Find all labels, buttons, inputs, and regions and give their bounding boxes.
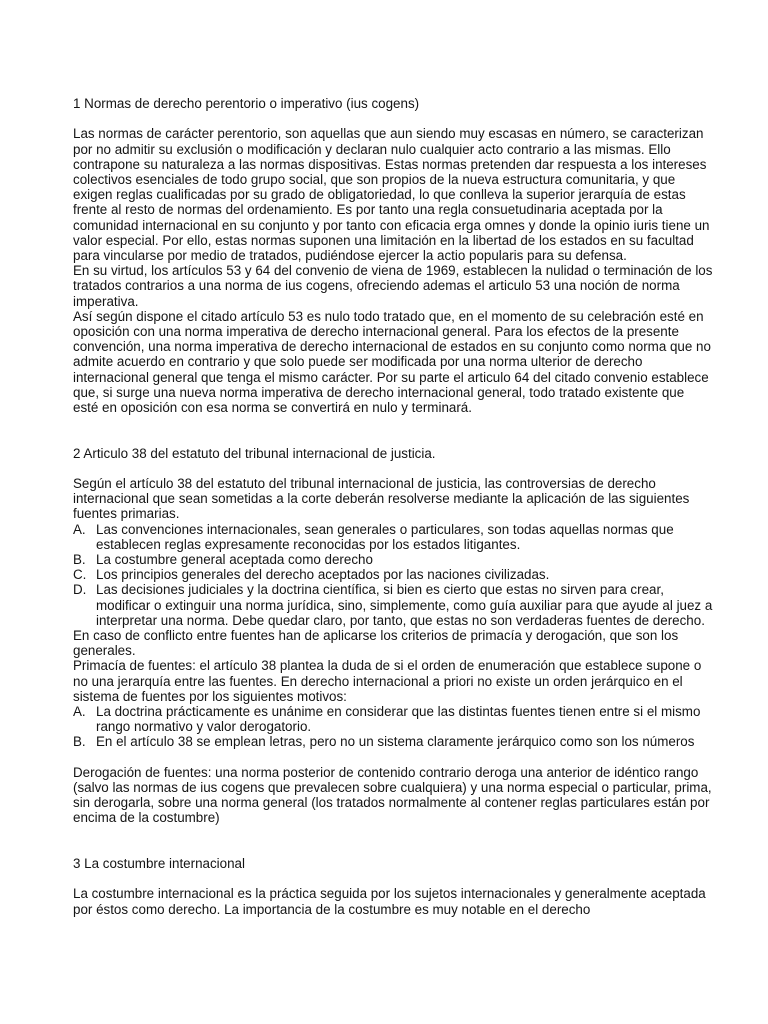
list-marker: B. (73, 734, 86, 750)
list-item-text: Los principios generales del derecho aceptados por las naciones civilizadas. (96, 567, 550, 583)
section-spacer (73, 826, 713, 856)
section-3-heading: 3 La costumbre internacional (73, 856, 245, 872)
list-item (73, 582, 713, 628)
list-marker: C. (73, 567, 87, 583)
section-1-heading: 1 Normas de derecho perentorio o imperativo (ius cogens) (73, 96, 420, 111)
list-item (73, 522, 713, 552)
section-1-paragraph-1: Las normas de carácter perentorio, son aquellas que aun siendo muy escasas en número, se caracterizan por no admitir su exclusión o modificación y declaran nulo cualquier acto contrario a las mismas. Ello contrapone su naturaleza a las normas dispositivas. Estas normas pretenden dar respuesta a los intereses colectivos esenciales de todo grupo social, que son propios de la nueva estructura comunitaria, y que exigen reglas cualificadas por su grado de obligatoriedad, lo que conlleva la superior jerarquía de estas frente al resto de normas del ordenamiento. Es por tanto una regla consuetudinaria aceptada por la comunidad internacional en su conjunto y por tanto con eficacia erga omnes y donde la opinio iuris tiene un valor especial. Por ello, estas normas suponen una limitación en la libertad de los estados en su facultad para vincularse por medio de tratados, pudiéndose ejercer la actio popularis para su defensa. (73, 126, 710, 264)
primacy-reasons-list (73, 704, 713, 750)
section-2-conflict: En caso de conflicto entre fuentes han de aplicarse los criterios de primacía y derogación, que son los generales. (73, 628, 679, 659)
section-1-paragraph-3: Así según dispone el citado artículo 53 es nulo todo tratado que, en el momento de su celebración esté en oposición con una norma imperativa de derecho internacional general. Para los efectos de la presente convención, una norma imperativa de derecho internacional de estados en su conjunto como norma que no admite acuerdo en contrario y que solo puede ser modificada por una norma ulterior de derecho internacional general que tenga el mismo carácter. Por su parte el articulo 64 del citado convenio establece que, si surge una nueva norma imperativa de derecho internacional general, todo tratado existente que esté en oposición con esa norma se convertirá en nulo y terminará. (73, 308, 711, 416)
list-item-text: La costumbre general aceptada como derecho (96, 552, 373, 568)
section-2-primacy: Primacía de fuentes: el artículo 38 plantea la duda de si el orden de enumeración que establece supone o no una jerarquía entre las fuentes. En derecho internacional a priori no existe un orden jerárquico en el sistema de fuentes por los siguientes motivos: (73, 658, 702, 704)
list-item-text: En el artículo 38 se emplean letras, pero no un sistema claramente jerárquico como son los números (96, 734, 695, 750)
section-2-heading: 2 Articulo 38 del estatuto del tribunal internacional de justicia. (73, 445, 436, 461)
section-2-derogation: Derogación de fuentes: una norma posterior de contenido contrario deroga una anterior de idéntico rango (salvo las normas de ius cogens que prevalecen sobre cualquiera) y una norma especial o particular, prima, sin derogarla, sobre una norma general (los tratados normalmente al contener reglas particulares están por encima de la costumbre) (73, 764, 712, 826)
list-item-text: La doctrina prácticamente es unánime en considerar que las distintas fuentes tienen entre si el mismo rango normativo y valor derogatorio. (96, 704, 701, 735)
list-marker: B. (73, 552, 86, 568)
sources-list (73, 522, 713, 628)
section-spacer (73, 415, 713, 445)
list-marker: A. (73, 521, 86, 537)
list-item-text: Las convenciones internacionales, sean generales o particulares, son todas aquellas normas que establecen reglas expresamente reconocidas por los estados litigantes. (96, 521, 674, 552)
list-marker: D. (73, 582, 87, 598)
paragraph-spacer (73, 750, 713, 765)
list-item (73, 552, 713, 567)
list-item-text: Las decisiones judiciales y la doctrina científica, si bien es cierto que estas no sirven para crear, modificar o extinguir una norma jurídica, sino, simplemente, como guía auxiliar para que ayude al juez a interpretar una norma. Debe quedar claro, por tanto, que estas no son verdaderas fuentes de derecho. (96, 582, 713, 628)
list-marker: A. (73, 704, 86, 720)
list-item (73, 704, 713, 734)
list-item (73, 567, 713, 582)
document-page (73, 96, 713, 917)
section-3-paragraph-1: La costumbre internacional es la práctica seguida por los sujetos internacionales y generalmente aceptada por éstos como derecho. La importancia de la costumbre es muy notable en el derecho (73, 886, 706, 917)
section-2-intro: Según el artículo 38 del estatuto del tribunal internacional de justicia, las controversias de derecho internacional que sean sometidas a la corte deberán resolverse mediante la aplicación de las siguientes fuentes primarias. (73, 476, 690, 522)
section-1-paragraph-2: En su virtud, los artículos 53 y 64 del convenio de viena de 1969, establecen la nulidad o terminación de los tratados contrarios a una norma de ius cogens, ofreciendo ademas el articulo 53 una noción de norma imperativa. (73, 263, 713, 309)
list-item (73, 734, 713, 749)
